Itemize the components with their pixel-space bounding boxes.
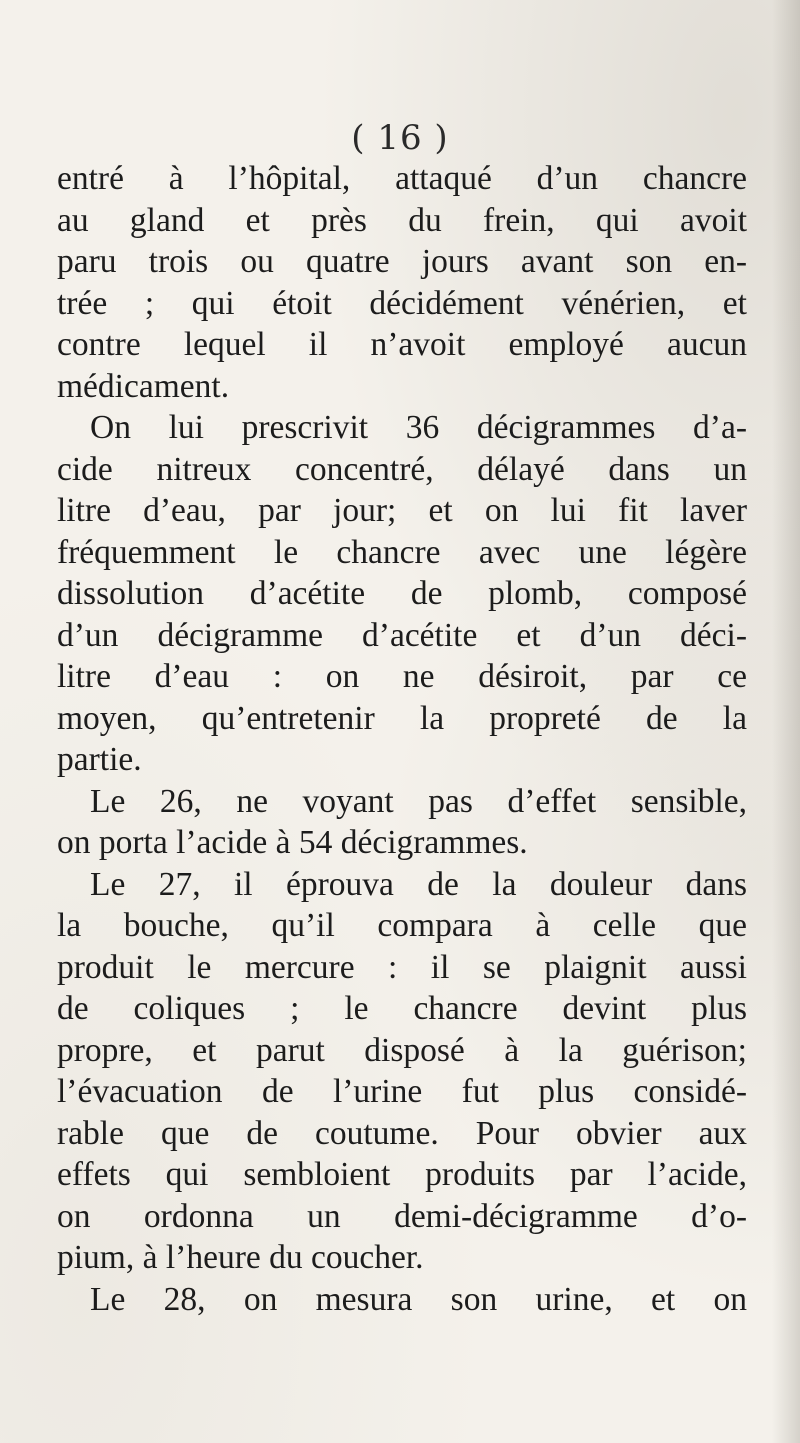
text-line: rable que de coutume. Pour obvier aux [57, 1114, 747, 1152]
text-line: l’évacuation de l’urine fut plus considé- [57, 1073, 747, 1110]
text-line: cide nitreux concentré, délayé dans un [57, 450, 747, 488]
text-line: Le 27, il éprouva de la douleur dans [90, 865, 747, 903]
text-line: dissolution d’acétite de plomb, composé [57, 575, 747, 612]
text-line: produit le mercure : il se plaignit aussi [57, 948, 747, 986]
text-line: trée ; qui étoit décidément vénérien, et [57, 284, 747, 322]
text-line: pium, à l’heure du coucher. [57, 1239, 424, 1276]
text-line: on ordonna un demi-décigramme d’o- [57, 1197, 747, 1235]
text-line: fréquemment le chancre avec une légère [57, 533, 747, 571]
text-line: litre d’eau, par jour; et on lui fit laver [57, 492, 747, 529]
text-line: au gland et près du frein, qui avoit [57, 201, 747, 239]
text-line: entré à l’hôpital, attaqué d’un chancre [57, 160, 747, 197]
text-line: médicament. [57, 367, 230, 405]
text-line: On lui prescrivit 36 décigrammes d’a- [90, 409, 747, 446]
text-line: on porta l’acide à 54 décigrammes. [57, 824, 528, 861]
page-edge-shadow [772, 0, 800, 1443]
text-line: effets qui sembloient produits par l’acide, [57, 1156, 747, 1193]
text-line: la bouche, qu’il compara à celle que [57, 907, 747, 944]
text-line: moyen, qu’entretenir la propreté de la [57, 699, 747, 737]
text-line: partie. [57, 741, 142, 778]
text-line: paru trois ou quatre jours avant son en- [57, 243, 747, 280]
text-line: d’un décigramme d’acétite et d’un déci- [57, 616, 747, 654]
text-line: propre, et parut disposé à la guérison; [57, 1031, 747, 1069]
page-number: ( 16 ) [351, 118, 449, 158]
text-line: litre d’eau : on ne désiroit, par ce [57, 658, 747, 695]
text-line: Le 28, on mesura son urine, et on [90, 1280, 747, 1318]
body-text [57, 158, 747, 1320]
text-line: de coliques ; le chancre devint plus [57, 990, 747, 1027]
text-line: Le 26, ne voyant pas d’effet sensible, [90, 782, 747, 820]
text-line: contre lequel il n’avoit employé aucun [57, 326, 747, 363]
